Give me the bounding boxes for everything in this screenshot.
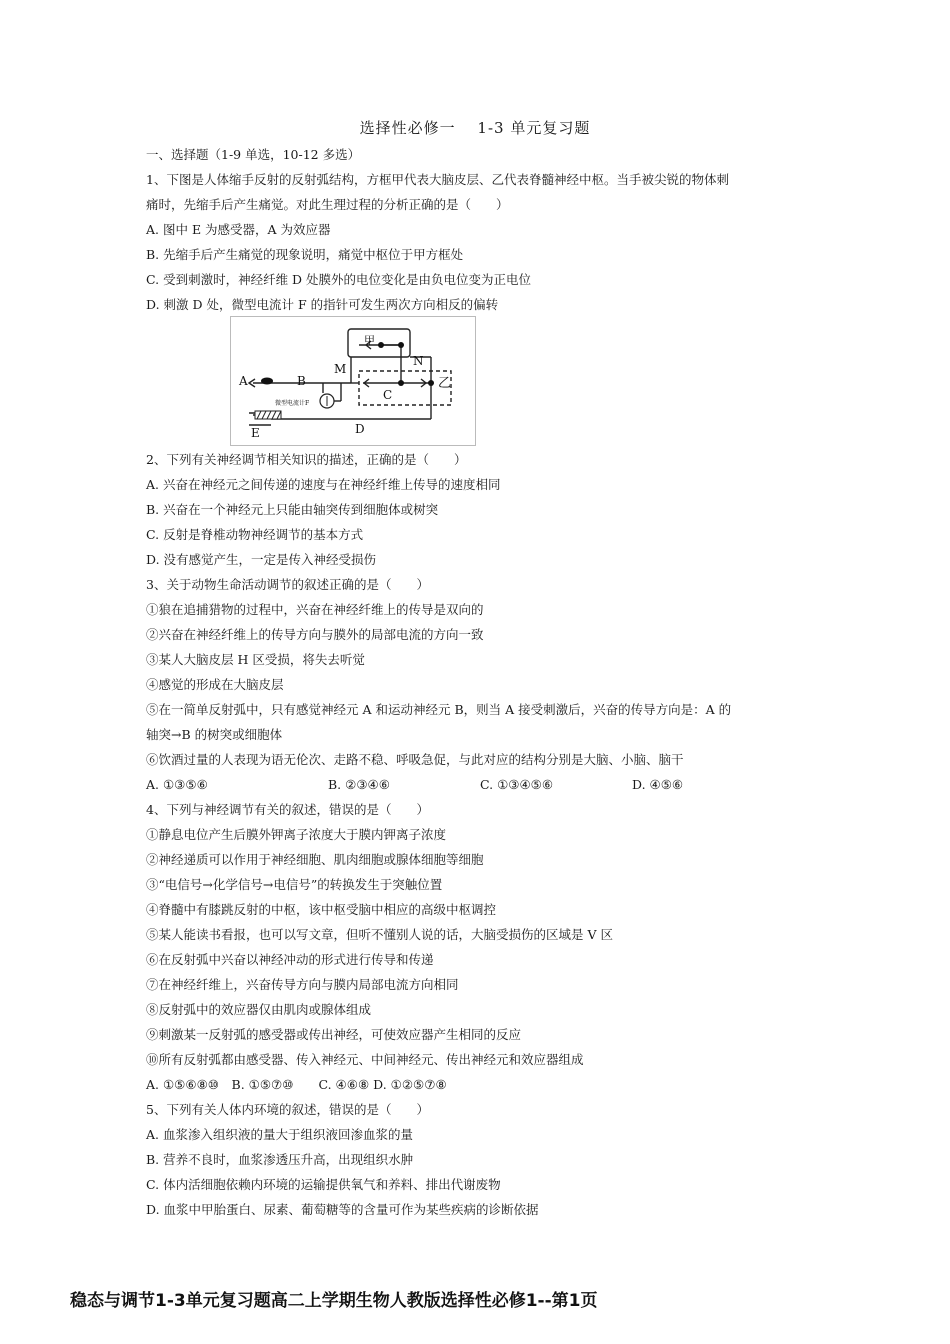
q4-statement-10: ⑩所有反射弧都由感受器、传入神经元、中间神经元、传出神经元和效应器组成 [146, 1052, 584, 1067]
label-yi: 乙 [438, 376, 452, 391]
q5-option-d: D. 血浆中甲胎蛋白、尿素、葡萄糖等的含量可作为某些疾病的诊断依据 [146, 1202, 539, 1217]
reflex-arc-svg [231, 317, 475, 445]
label-c: C [383, 388, 393, 402]
q4-statement-2: ②神经递质可以作用于神经细胞、肌肉细胞或腺体细胞等细胞 [146, 852, 484, 867]
q3-statement-3: ③某人大脑皮层 H 区受损，将失去听觉 [146, 652, 365, 667]
label-e: E [251, 426, 260, 440]
q3-stem: 3、关于动物生命活动调节的叙述正确的是（ ） [146, 577, 429, 592]
page-footer: 稳态与调节1-3单元复习题高二上学期生物人教版选择性必修1--第1页 [70, 1291, 598, 1311]
q3-option-c: C. ①③④⑤⑥ [480, 777, 554, 792]
q4-options: A. ①⑤⑥⑧⑩ B. ①⑤⑦⑩ C. ④⑥⑧ D. ①②⑤⑦⑧ [146, 1077, 447, 1092]
q1-option-c: C. 受到刺激时，神经纤维 D 处膜外的电位变化是由负电位变为正电位 [146, 272, 532, 287]
q2-option-c: C. 反射是脊椎动物神经调节的基本方式 [146, 527, 364, 542]
q4-stem: 4、下列与神经调节有关的叙述，错误的是（ ） [146, 802, 429, 817]
label-jia: 甲 [364, 334, 375, 347]
q2-stem: 2、下列有关神经调节相关知识的描述，正确的是（ ） [146, 452, 467, 467]
q4-statement-1: ①静息电位产生后膜外钾离子浓度大于膜内钾离子浓度 [146, 827, 447, 842]
q3-option-a: A. ①③⑤⑥ [146, 777, 208, 792]
q1-stem-line2: 痛时，先缩手后产生痛觉。对此生理过程的分析正确的是（ ） [146, 197, 509, 212]
q5-option-b: B. 营养不良时，血浆渗透压升高，出现组织水肿 [146, 1152, 414, 1167]
q3-statement-1: ①狼在追捕猎物的过程中，兴奋在神经纤维上的传导是双向的 [146, 602, 484, 617]
q4-statement-7: ⑦在神经纤维上，兴奋传导方向与膜内局部电流方向相同 [146, 977, 459, 992]
q4-statement-5: ⑤某人能读书看报，也可以写文章，但听不懂别人说的话，大脑受损伤的区域是 V 区 [146, 927, 613, 942]
label-meter: 微型电流计F [275, 400, 310, 407]
page-title: 选择性必修一 1-3 单元复习题 [359, 119, 591, 137]
q3-option-b: B. ②③④⑥ [328, 777, 390, 792]
q1-stem-line1: 1、下图是人体缩手反射的反射弧结构，方框甲代表大脑皮层、乙代表脊髓神经中枢。当手被尖锐的物体刺 [146, 172, 729, 187]
neuron-dot [398, 342, 404, 348]
q4-statement-8: ⑧反射弧中的效应器仅由肌肉或腺体组成 [146, 1002, 372, 1017]
q2-option-d: D. 没有感觉产生，一定是传入神经受损伤 [146, 552, 377, 567]
q3-statement-4: ④感觉的形成在大脑皮层 [146, 677, 284, 692]
label-m: M [334, 362, 347, 376]
q5-option-c: C. 体内活细胞依赖内环境的运输提供氧气和养料、排出代谢废物 [146, 1177, 501, 1192]
reflex-arc-diagram [230, 316, 476, 446]
neuron-dot [378, 342, 384, 348]
q1-option-a: A. 图中 E 为感受器，A 为效应器 [146, 222, 331, 237]
neuron-dot [398, 380, 404, 386]
label-a: A [239, 374, 248, 388]
q3-option-d: D. ④⑤⑥ [632, 777, 684, 792]
q5-option-a: A. 血浆渗入组织液的量大于组织液回渗血浆的量 [146, 1127, 413, 1142]
q3-statement-5a: ⑤在一简单反射弧中，只有感觉神经元 A 和运动神经元 B，则当 A 接受刺激后，兴奋的传导方向是：A 的 [146, 702, 732, 717]
q3-statement-5b: 轴突→B 的树突或细胞体 [146, 727, 283, 742]
label-d: D [355, 422, 365, 436]
section-heading: 一、选择题（1-9 单选，10-12 多选） [146, 147, 361, 162]
q4-statement-3: ③“电信号→化学信号→电信号”的转换发生于突触位置 [146, 877, 443, 892]
q4-statement-4: ④脊髓中有膝跳反射的中枢，该中枢受脑中相应的高级中枢调控 [146, 902, 497, 917]
q2-option-a: A. 兴奋在神经元之间传递的速度与在神经纤维上传导的速度相同 [146, 477, 501, 492]
q1-option-d: D. 刺激 D 处，微型电流计 F 的指针可发生两次方向相反的偏转 [146, 297, 499, 312]
label-n: N [413, 354, 424, 368]
q4-statement-6: ⑥在反射弧中兴奋以神经冲动的形式进行传导和传递 [146, 952, 434, 967]
receptor-dot [261, 378, 273, 385]
q5-stem: 5、下列有关人体内环境的叙述，错误的是（ ） [146, 1102, 429, 1117]
q3-statement-6: ⑥饮酒过量的人表现为语无伦次、走路不稳、呼吸急促，与此对应的结构分别是大脑、小脑、脑干 [146, 752, 684, 767]
neuron-dot [428, 380, 434, 386]
q1-option-b: B. 先缩手后产生痛觉的现象说明，痛觉中枢位于甲方框处 [146, 247, 464, 262]
label-b: B [297, 374, 306, 388]
q3-statement-2: ②兴奋在神经纤维上的传导方向与膜外的局部电流的方向一致 [146, 627, 484, 642]
q4-statement-9: ⑨刺激某一反射弧的感受器或传出神经，可使效应器产生相同的反应 [146, 1027, 522, 1042]
q2-option-b: B. 兴奋在一个神经元上只能由轴突传到细胞体或树突 [146, 502, 439, 517]
